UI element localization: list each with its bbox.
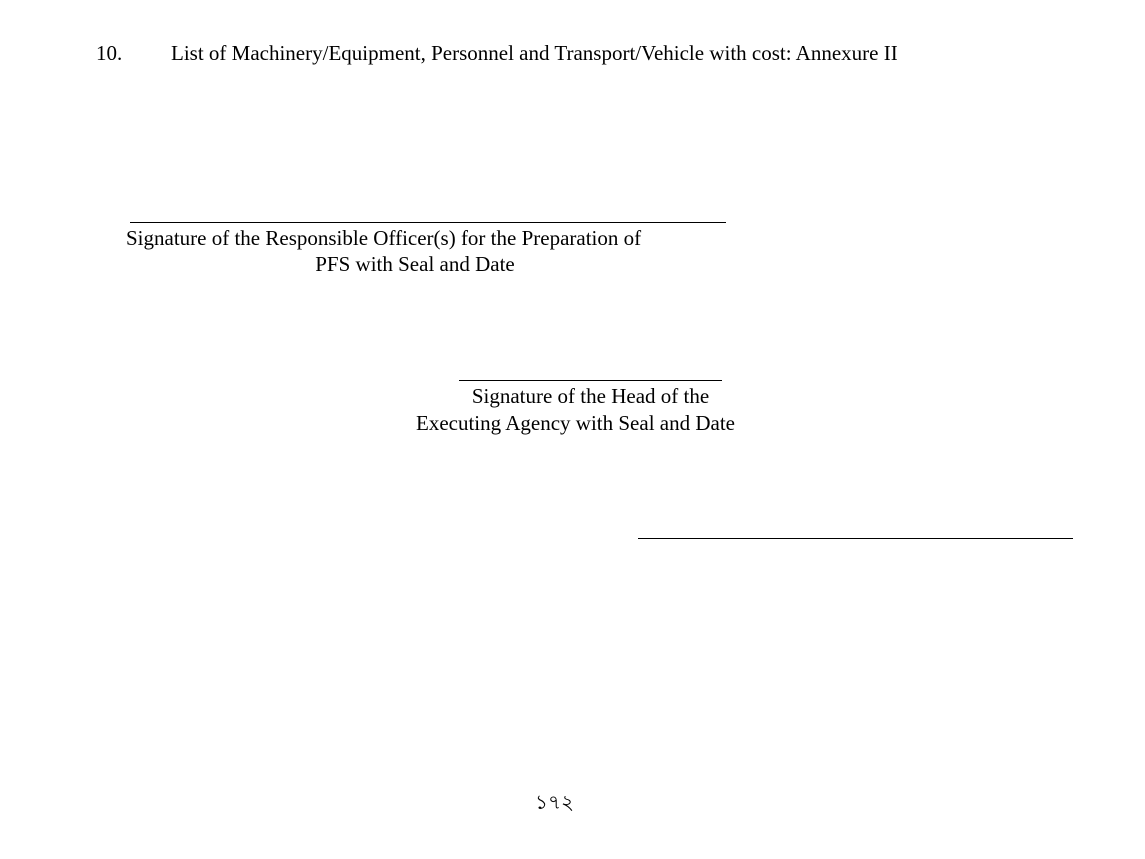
signature-label-line2: Executing Agency with Seal and Date	[416, 411, 735, 435]
item-text: List of Machinery/Equipment, Personnel and Transport/Vehicle with cost: Annexure II	[171, 41, 898, 65]
list-item-10	[0, 40, 1145, 66]
signature-line	[638, 538, 1073, 539]
signature-label-line1: Signature of the Responsible Officer(s) for the Preparation of	[126, 226, 642, 250]
signature-line	[130, 222, 726, 223]
signature-label-line2: PFS with Seal and Date	[315, 252, 515, 276]
item-number: 10.	[96, 41, 123, 65]
signature-label-line1: Signature of the Head of the	[471, 384, 710, 408]
page-number: ১৭২	[535, 790, 574, 814]
signature-line	[459, 380, 722, 381]
